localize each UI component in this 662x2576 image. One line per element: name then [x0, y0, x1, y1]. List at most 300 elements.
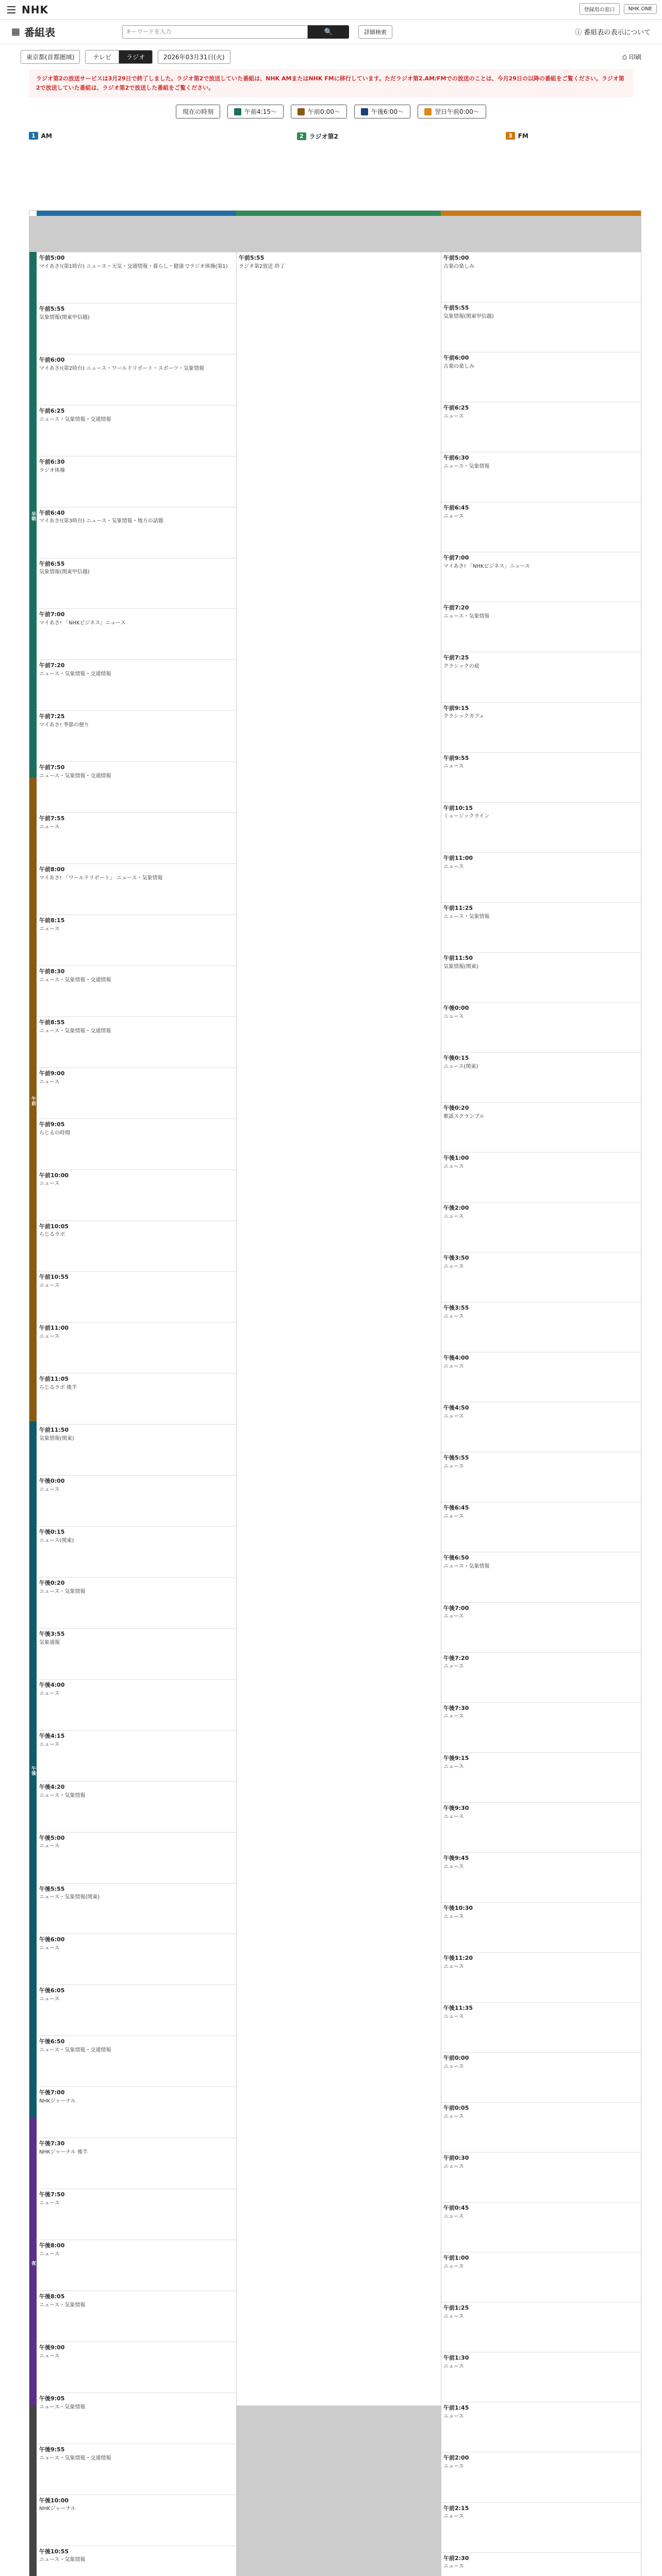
program-title: クラシックの庭 [443, 664, 479, 670]
search-button[interactable] [308, 25, 349, 39]
program-cell[interactable] [37, 405, 236, 456]
program-cell[interactable] [37, 1628, 236, 1679]
program-title: ニュース [443, 2464, 464, 2470]
program-cell[interactable] [37, 1221, 236, 1272]
program-time: 午前1:00 [443, 2255, 469, 2262]
program-time: 午後2:00 [443, 1205, 469, 1212]
schedule-toolbar [0, 44, 662, 69]
program-time: 午前7:25 [443, 654, 469, 662]
program-title: ニュース・気象情報・交通情報 [39, 416, 111, 422]
program-cell[interactable] [441, 1452, 641, 1502]
program-title: ニュース・気象情報 [39, 1792, 86, 1799]
program-title: ニュース [443, 2564, 464, 2570]
date-select[interactable]: 2026年03月31日(火) [158, 50, 230, 64]
program-cell[interactable] [441, 2452, 641, 2502]
help-label: 番組表の表示について [584, 29, 651, 37]
program-time: 午後0:00 [443, 1004, 469, 1011]
program-time: 午前10:05 [39, 1223, 69, 1230]
program-time: 午後9:30 [443, 1804, 469, 1811]
program-time: 午後6:00 [39, 1936, 65, 1943]
program-cell[interactable] [441, 252, 641, 302]
print-label: 印刷 [628, 53, 641, 61]
program-title: ニュース [443, 2364, 464, 2370]
program-title: ニュース・気象情報 [39, 2404, 86, 2410]
login-button[interactable]: 登録用の窓口 [580, 3, 620, 15]
program-cell[interactable] [37, 1730, 236, 1781]
program-title: ニュース・気象情報 [39, 2557, 86, 2563]
program-cell[interactable] [37, 558, 236, 609]
program-cell[interactable] [441, 1252, 641, 1302]
channel-radio2[interactable] [297, 132, 338, 141]
channel-fm[interactable] [506, 132, 528, 140]
time-button-1800[interactable] [354, 105, 410, 118]
program-title: ニュース(関東) [443, 1063, 478, 1070]
program-title: ミュージックライン [443, 814, 490, 820]
page-title: 番組表 [24, 26, 56, 39]
program-cell[interactable] [37, 2393, 236, 2444]
program-cell[interactable] [37, 914, 236, 965]
program-cell[interactable] [441, 2152, 641, 2202]
program-title: ニュース [39, 824, 60, 830]
nhk-one-button[interactable]: NHK ONE [624, 4, 657, 14]
program-time: 午前9:05 [39, 1121, 65, 1128]
program-cell[interactable] [441, 802, 641, 852]
time-button-label: 午前4:15〜 [244, 108, 277, 116]
program-title: マイあさ! 「NHKビジネス」ニュース [39, 620, 126, 626]
program-title: ニュース・気象情報・交通情報 [39, 671, 111, 677]
time-of-day-label: 早朝 [29, 252, 37, 777]
program-title: マイあさ!(第3時台) ニュース・気象情報・地方の話題 [39, 518, 163, 524]
program-cell[interactable] [37, 507, 236, 558]
program-title: マイあさ!(第2時台) ニュース・ワールドリポート・スポーツ・気象情報 [39, 365, 205, 371]
program-cell[interactable] [37, 1424, 236, 1475]
program-time: 午前6:40 [39, 509, 65, 516]
program-title: ニュース [39, 1945, 60, 1952]
channel-name: ラジオ第2 [309, 133, 339, 141]
time-button-label: 午後6:00〜 [371, 108, 404, 116]
program-time: 午後4:20 [39, 1783, 65, 1790]
program-title: ニュース [443, 1664, 464, 1670]
channel-bar-am [37, 211, 236, 216]
program-time: 午前8:15 [39, 917, 65, 924]
program-time: 午前11:00 [443, 854, 473, 861]
calendar-icon: ▦ [11, 26, 21, 37]
channel-number: 3 [506, 132, 515, 140]
program-cell[interactable] [441, 852, 641, 902]
program-time: 午前0:30 [443, 2155, 469, 2162]
program-cell[interactable] [441, 2502, 641, 2552]
program-title: ニュース・気象情報 [443, 1564, 490, 1570]
program-time: 午後7:30 [39, 2140, 65, 2147]
program-cell[interactable] [441, 2402, 641, 2452]
program-title: らじるラボ [39, 1232, 65, 1238]
program-cell[interactable] [441, 652, 641, 702]
program-cell[interactable] [441, 1102, 641, 1152]
program-cell[interactable] [441, 2002, 641, 2052]
program-title: 気象情報(関東甲信越) [39, 569, 90, 575]
program-cell[interactable] [37, 2546, 236, 2576]
program-title: ニュース・気象情報 [443, 614, 490, 620]
program-time: 午後0:20 [39, 1580, 65, 1586]
program-cell[interactable] [441, 502, 641, 552]
program-time: 午後4:00 [443, 1354, 469, 1362]
program-time: 午後7:00 [443, 1604, 469, 1612]
program-cell[interactable] [37, 2495, 236, 2546]
program-title: ニュース [443, 1213, 464, 1219]
program-time: 午前6:00 [39, 356, 65, 363]
program-time: 午後5:00 [39, 1834, 65, 1841]
program-title: ニュース・気象情報 [443, 913, 490, 920]
program-title: ニュース [39, 1843, 60, 1850]
program-cell[interactable] [441, 1502, 641, 1552]
program-time: 午前6:55 [39, 560, 65, 567]
program-time: 午後8:00 [39, 2242, 65, 2249]
program-time: 午後0:20 [443, 1104, 469, 1111]
program-cell[interactable] [237, 252, 441, 298]
program-time: 午後9:45 [443, 1854, 469, 1861]
program-title: ニュース [443, 1913, 464, 1920]
program-time: 午前8:30 [39, 968, 65, 975]
time-button-label: 午前0:00〜 [308, 108, 340, 116]
time-button-next-day[interactable] [418, 105, 486, 118]
program-title: ニュース [39, 1181, 60, 1187]
program-cell[interactable] [37, 252, 236, 303]
search-input[interactable] [122, 25, 308, 39]
program-title: ニュース [443, 1764, 464, 1770]
color-swatch [361, 108, 368, 115]
channel-am[interactable] [29, 132, 52, 140]
program-time: 午前10:15 [443, 804, 473, 811]
program-time: 午後1:00 [443, 1155, 469, 1162]
program-time: 午前7:00 [39, 611, 65, 618]
tab-tv[interactable]: テレビ [86, 50, 119, 63]
program-title: NHKジャーナル [39, 2506, 76, 2512]
program-title: ニュース [39, 1741, 60, 1748]
program-title: ニュース [443, 1414, 464, 1420]
program-time: 午後9:05 [39, 2395, 65, 2402]
program-time: 午後6:05 [39, 1987, 65, 1994]
program-cell[interactable] [37, 761, 236, 812]
program-title: ニュース [443, 2264, 464, 2270]
program-cell[interactable] [441, 2302, 641, 2352]
program-cell[interactable] [37, 1526, 236, 1577]
program-time: 午前5:00 [443, 255, 469, 261]
channel-bar-fm [441, 211, 641, 216]
program-cell[interactable] [37, 965, 236, 1016]
program-time: 午前6:30 [39, 458, 65, 465]
time-button-0000[interactable] [291, 105, 347, 118]
program-time: 午前1:25 [443, 2304, 469, 2312]
program-time: 午前9:00 [39, 1070, 65, 1077]
program-cell[interactable] [37, 303, 236, 354]
time-of-day-label [29, 2405, 37, 2576]
program-cell[interactable] [37, 659, 236, 710]
program-title: ニュース・気象情報(関東) [39, 1894, 100, 1901]
program-title: 気象情報(関東甲信越) [39, 314, 90, 320]
program-cell[interactable] [441, 2252, 641, 2302]
program-title: 気象情報(関東甲信越) [443, 313, 494, 319]
program-title: NHKジャーナル [39, 2098, 76, 2105]
program-cell[interactable] [441, 1902, 641, 1952]
program-cell[interactable] [37, 1373, 236, 1424]
program-cell[interactable] [441, 1402, 641, 1452]
program-title: クラシックカフェ [443, 714, 485, 720]
program-time: 午後9:55 [39, 2446, 65, 2453]
program-cell[interactable] [37, 354, 236, 405]
program-time: 午前10:55 [39, 1274, 69, 1281]
program-title: ニュース [39, 1690, 60, 1697]
program-title: ラジオ体操 [39, 467, 65, 473]
channel-number: 2 [297, 132, 306, 140]
time-jump-buttons [0, 105, 662, 118]
program-title: ニュース [443, 414, 464, 419]
program-cell[interactable] [441, 452, 641, 502]
program-cell[interactable] [441, 1852, 641, 1902]
time-button-label: 翌日午前0:00〜 [434, 108, 479, 116]
channel-number: 1 [29, 132, 38, 140]
program-cell[interactable] [441, 602, 641, 652]
program-time: 午前5:55 [39, 305, 65, 312]
program-title: ニュース [443, 1364, 464, 1370]
program-time: 午後9:15 [443, 1754, 469, 1761]
program-title: ニュース [443, 514, 464, 520]
program-cell[interactable] [441, 1352, 641, 1402]
program-title: ニュース [443, 2013, 464, 2020]
channel-bar-radio2 [236, 211, 441, 216]
program-title: ニュース・気象情報・交通情報 [39, 1028, 111, 1034]
program-title: ニュース [39, 1996, 60, 2003]
program-title: ニュース・気象情報 [39, 1588, 86, 1595]
program-time: 午前2:30 [443, 2554, 469, 2562]
program-time: 午前7:55 [39, 815, 65, 822]
program-time: 午前0:05 [443, 2105, 469, 2112]
program-cell[interactable] [441, 2102, 641, 2152]
help-link[interactable] [575, 27, 651, 37]
program-title: ニュース・気象情報・交通情報 [39, 773, 111, 779]
program-cell[interactable] [37, 608, 236, 659]
program-cell[interactable] [441, 702, 641, 752]
program-cell[interactable] [441, 1652, 641, 1702]
program-title: ニュース・気象情報・交通情報 [39, 2455, 111, 2461]
program-cell[interactable] [37, 2036, 236, 2087]
program-cell[interactable] [441, 952, 641, 1002]
time-of-day-label: 午後 [29, 1421, 37, 2117]
program-cell[interactable] [441, 1152, 641, 1202]
program-cell[interactable] [441, 352, 641, 402]
program-cell[interactable] [441, 1602, 641, 1652]
program-cell[interactable] [441, 1802, 641, 1852]
area-select[interactable]: 東京都(首都圏域) [21, 50, 80, 64]
program-time: 午前6:00 [443, 354, 469, 362]
program-title: 古楽の楽しみ [443, 363, 474, 369]
program-time: 午前11:50 [443, 954, 473, 961]
program-cell[interactable] [37, 1985, 236, 2036]
top-bar [0, 0, 662, 20]
program-time: 午前8:00 [39, 866, 65, 873]
off-air-area [237, 2405, 441, 2576]
program-time: 午前2:15 [443, 2504, 469, 2512]
program-cell[interactable] [441, 1202, 641, 1252]
program-cell[interactable] [37, 1118, 236, 1170]
time-button-now[interactable] [176, 105, 220, 118]
program-time: 午後0:15 [443, 1054, 469, 1061]
program-cell[interactable] [441, 1002, 641, 1052]
program-title: ニュース [39, 1486, 60, 1493]
program-time: 午後11:35 [443, 2004, 473, 2011]
program-time: 午前0:00 [443, 2055, 469, 2062]
program-cell[interactable] [37, 863, 236, 914]
color-swatch [297, 108, 305, 115]
program-cell[interactable] [441, 2052, 641, 2102]
program-cell[interactable] [37, 1934, 236, 1985]
program-title: ニュース・気象情報・交通情報 [39, 977, 111, 983]
menu-icon[interactable] [5, 5, 18, 15]
channel-header [29, 124, 631, 144]
time-button-0415[interactable] [227, 105, 284, 118]
program-cell[interactable] [37, 812, 236, 863]
search-bar [122, 25, 349, 39]
program-cell[interactable] [37, 2138, 236, 2189]
program-cell[interactable] [441, 2202, 641, 2252]
program-time: 午前11:50 [39, 1427, 69, 1434]
program-time: 午後11:20 [443, 1954, 473, 1961]
time-of-day-label: 夜 [29, 2117, 37, 2405]
program-time: 午前6:25 [39, 407, 65, 414]
program-cell[interactable] [441, 302, 641, 352]
program-time: 午後10:30 [443, 1904, 473, 1911]
program-title: マイあさ!(第1時台) ニュース・天気・交通情報・暮らし・健康 ▽ラジオ体操(第1) [39, 263, 228, 269]
program-cell[interactable] [37, 1781, 236, 1832]
print-button[interactable] [622, 53, 641, 61]
program-time: 午後10:00 [39, 2497, 69, 2504]
color-swatch [234, 108, 241, 115]
help-icon: ⓘ [575, 29, 582, 37]
program-title: ニュース [443, 1863, 464, 1870]
program-cell[interactable] [37, 2291, 236, 2342]
program-cell[interactable] [37, 1170, 236, 1221]
program-time: 午後6:45 [443, 1504, 469, 1512]
program-title: 古楽の楽しみ [443, 263, 474, 269]
program-time: 午前7:20 [443, 604, 469, 612]
program-time: 午後4:00 [39, 1681, 65, 1688]
detail-search-button[interactable]: 詳細検索 [358, 25, 392, 39]
program-time: 午前9:55 [443, 754, 469, 761]
program-cell[interactable] [441, 1752, 641, 1802]
program-title: ニュース [39, 2353, 60, 2359]
program-time: 午前0:45 [443, 2205, 469, 2212]
program-time: 午後10:55 [39, 2548, 69, 2555]
program-cell[interactable] [37, 2444, 236, 2495]
program-title: ニュース・気象情報 [39, 2302, 86, 2308]
program-grid [29, 210, 641, 2576]
program-title: ニュース・気象情報 [443, 464, 490, 470]
program-cell[interactable] [37, 1475, 236, 1526]
tab-radio[interactable]: ラジオ [119, 50, 152, 63]
media-tabs [85, 50, 153, 64]
program-cell[interactable] [37, 456, 236, 507]
program-cell[interactable] [37, 710, 236, 761]
program-title: ニュース [443, 1714, 464, 1720]
program-title: ニュース [443, 1163, 464, 1170]
program-cell[interactable] [37, 1832, 236, 1883]
program-title: ニュース [39, 2251, 60, 2257]
channel-name: FM [518, 132, 528, 140]
time-button-label: 現在の時刻 [183, 108, 214, 116]
program-title: ニュース [443, 863, 464, 870]
program-cell[interactable] [441, 1952, 641, 2002]
program-cell[interactable] [441, 1052, 641, 1102]
program-cell[interactable] [37, 1322, 236, 1373]
search-icon: 🔍 [324, 27, 333, 36]
program-time: 午前11:05 [39, 1376, 69, 1383]
program-time: 午後7:30 [443, 1704, 469, 1711]
program-time: 午前7:50 [39, 764, 65, 771]
program-time: 午後5:55 [443, 1454, 469, 1462]
program-time: 午後7:50 [39, 2191, 65, 2198]
program-title: ニュース [443, 2314, 464, 2320]
program-cell[interactable] [37, 2087, 236, 2138]
program-time: 午前7:20 [39, 662, 65, 669]
program-time: 午前5:55 [239, 255, 264, 261]
program-cell[interactable] [441, 2352, 641, 2402]
program-title: ニュース [39, 2200, 60, 2206]
program-cell[interactable] [441, 752, 641, 802]
program-cell[interactable] [37, 1577, 236, 1628]
page-header [0, 20, 662, 44]
program-title: ニュース [39, 926, 60, 932]
program-title: らじるラボ 後半 [39, 1385, 77, 1391]
program-time: 午後7:00 [39, 2089, 65, 2096]
program-cell[interactable] [37, 1016, 236, 1067]
program-cell[interactable] [441, 902, 641, 952]
program-time: 午後4:50 [443, 1404, 469, 1412]
program-title: ニュース [443, 2214, 464, 2220]
r2-blank [237, 298, 441, 2405]
program-cell[interactable] [441, 1552, 641, 1602]
program-cell[interactable] [37, 2189, 236, 2240]
program-cell[interactable] [441, 2552, 641, 2576]
service-notice: ラジオ第2の放送サービスは3月29日で終了しました。ラジオ第2で放送していた番組は、NHK AMまたはNHK FMに移行しています。ただラジオ第2.AM/FMでの放送のことは、今月29日の以降の番組をご覧ください。ラジオ第2で放送していた番組は、ラジオ第2で放送した番組をご覧ください。 [29, 69, 633, 97]
program-cell[interactable] [37, 2240, 236, 2291]
program-time: 午前8:55 [39, 1019, 65, 1026]
program-time: 午後0:00 [39, 1478, 65, 1485]
program-cell[interactable] [441, 552, 641, 602]
program-cell[interactable] [37, 2342, 236, 2393]
program-title: マイあさ! 「ワールドリポート」 ニュース・気象情報 [39, 875, 163, 881]
program-title: ニュース(関東) [39, 1537, 74, 1544]
program-title: ニュース [443, 2514, 464, 2520]
program-title: 歌謡スクランブル [443, 1113, 485, 1120]
program-cell[interactable] [37, 1679, 236, 1730]
program-time: 午後3:50 [443, 1255, 469, 1262]
program-cell[interactable] [37, 1883, 236, 1934]
program-time: 午前11:25 [443, 904, 473, 911]
program-cell[interactable] [441, 1702, 641, 1752]
program-title: ニュース [443, 1263, 464, 1269]
time-of-day-label: 午前 [29, 777, 37, 1421]
nhk-logo[interactable]: NHK [22, 3, 48, 16]
program-time: 午後6:50 [443, 1554, 469, 1562]
program-title: ニュース [39, 1283, 60, 1289]
program-cell[interactable] [37, 1271, 236, 1322]
program-time: 午後4:15 [39, 1732, 65, 1739]
program-cell[interactable] [441, 402, 641, 452]
program-time: 午後0:15 [39, 1529, 65, 1536]
program-cell[interactable] [37, 1067, 236, 1118]
program-time: 午前7:25 [39, 713, 65, 720]
off-air-area [29, 216, 236, 252]
program-cell[interactable] [441, 1302, 641, 1352]
